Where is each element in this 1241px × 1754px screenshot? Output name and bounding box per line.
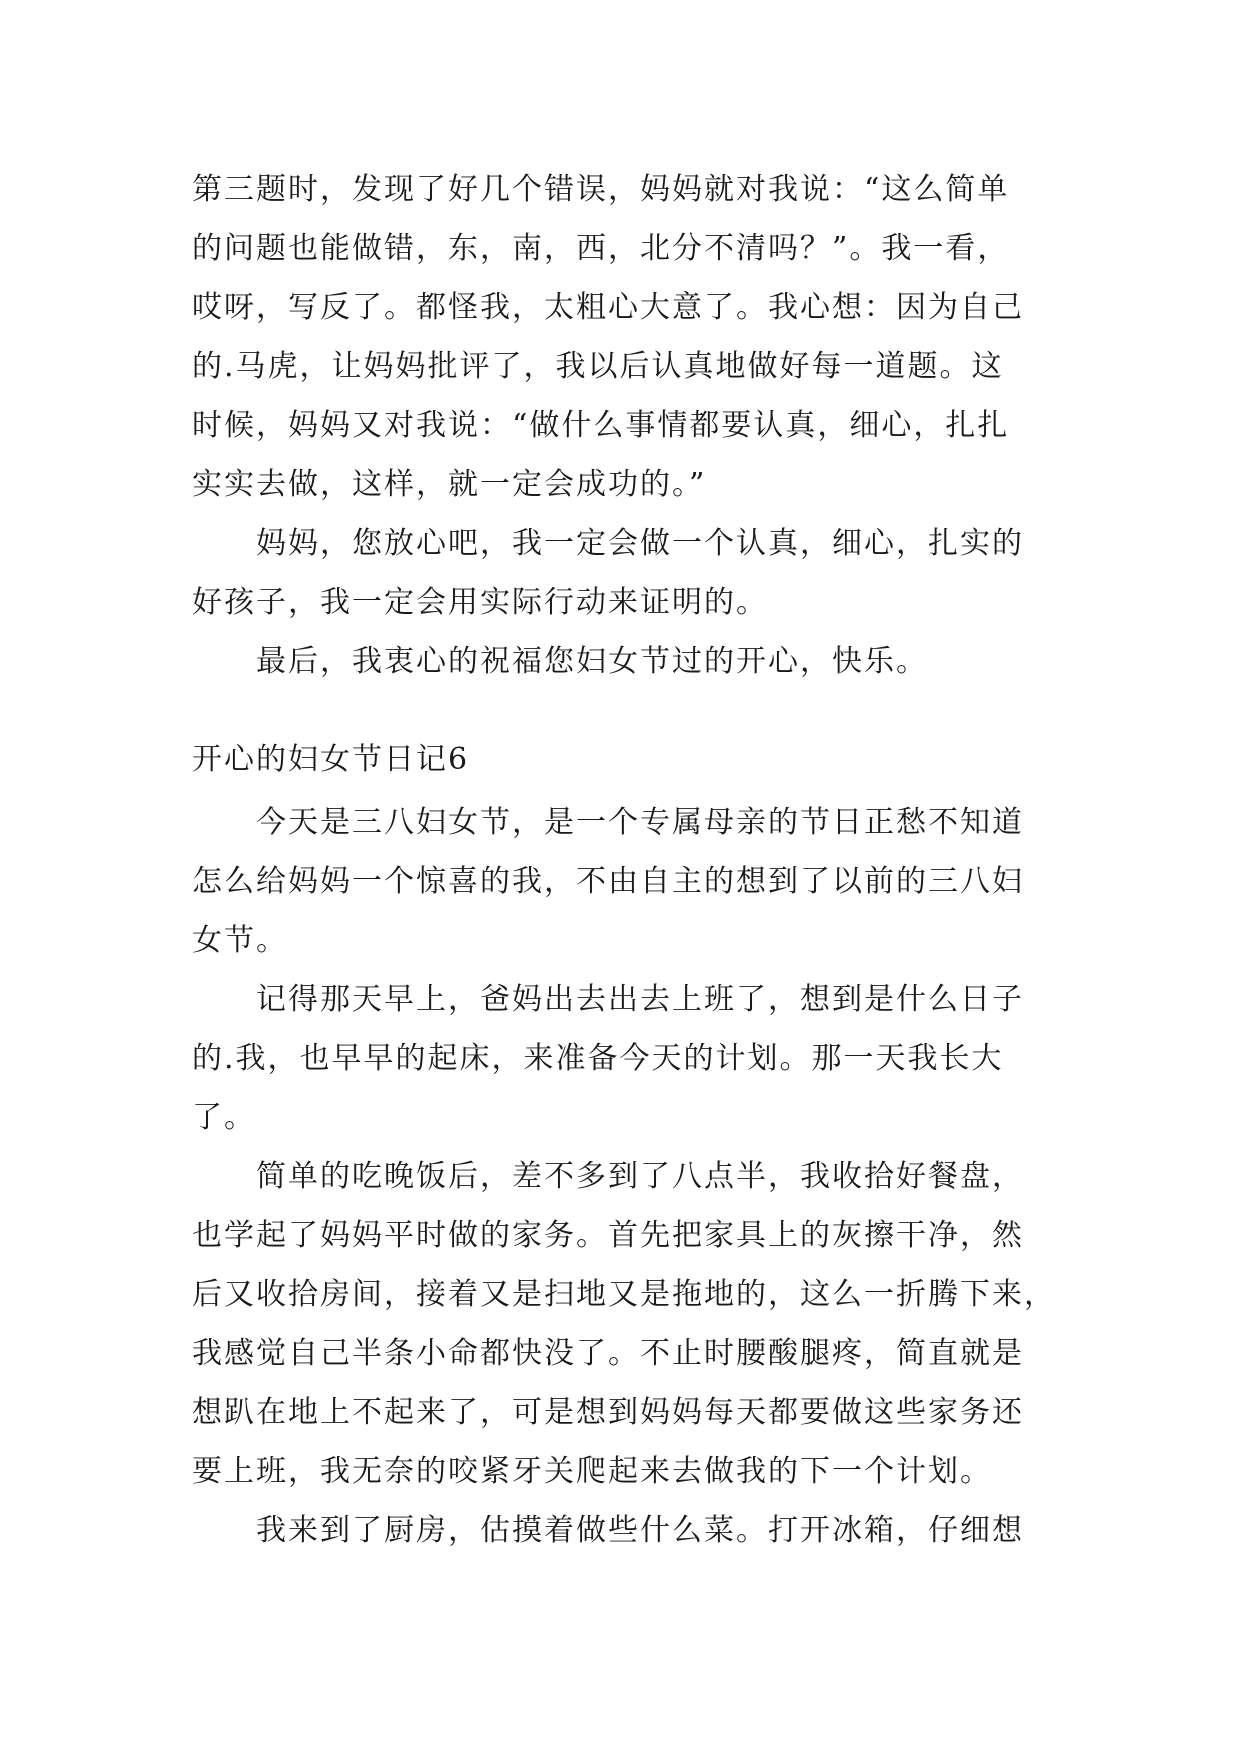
- section-title: 开心的妇女节日记6: [192, 742, 470, 777]
- text-line: 也学起了妈妈平时做的家务。首先把家具上的灰擦干净，然: [192, 1218, 1024, 1253]
- text-line: 好孩子，我一定会用实际行动来证明的。: [192, 585, 768, 620]
- text-line: 的.我，也早早的起床，来准备今天的计划。那一天我长大: [192, 1041, 1004, 1076]
- paragraph-block-1: [192, 160, 1052, 691]
- text-line: 怎么给妈妈一个惊喜的我，不由自主的想到了以前的三八妇: [192, 864, 1024, 899]
- text-line: 了。: [192, 1100, 256, 1135]
- text-line: 妈妈，您放心吧，我一定会做一个认真，细心，扎实的: [192, 526, 1024, 561]
- text-line: 记得那天早上，爸妈出去出去上班了，想到是什么日子: [192, 982, 1024, 1017]
- text-line: 的问题也能做错，东，南，西，北分不清吗？”。我一看，: [192, 231, 1010, 266]
- text-line: 的.马虎，让妈妈批评了，我以后认真地做好每一道题。这: [192, 349, 1004, 384]
- text-line: 要上班，我无奈的咬紧牙关爬起来去做我的下一个计划。: [192, 1454, 992, 1489]
- text-line: 我感觉自己半条小命都快没了。不止时腰酸腿疼，简直就是: [192, 1336, 1024, 1371]
- text-line: 我来到了厨房，估摸着做些什么菜。打开冰箱，仔细想: [192, 1513, 1024, 1548]
- text-line: 女节。: [192, 923, 288, 958]
- text-line: 想趴在地上不起来了，可是想到妈妈每天都要做这些家务还: [192, 1395, 1024, 1430]
- text-line: 哎呀，写反了。都怪我，太粗心大意了。我心想：因为自己: [192, 290, 1024, 325]
- text-line: 实实去做，这样，就一定会成功的。”: [192, 467, 707, 502]
- text-line: 第三题时，发现了好几个错误，妈妈就对我说：“这么简单: [192, 172, 1010, 207]
- text-line: 时候，妈妈又对我说：“做什么事情都要认真，细心，扎扎: [192, 408, 1010, 443]
- paragraph-block-2: [192, 793, 1056, 1560]
- text-line: 最后，我衷心的祝福您妇女节过的开心，快乐。: [192, 644, 928, 679]
- text-line: 后又收拾房间，接着又是扫地又是拖地的，这么一折腾下来，: [192, 1277, 1056, 1312]
- text-line: 今天是三八妇女节，是一个专属母亲的节日正愁不知道: [192, 805, 1024, 840]
- text-line: 简单的吃晚饭后，差不多到了八点半，我收拾好餐盘，: [192, 1159, 1024, 1194]
